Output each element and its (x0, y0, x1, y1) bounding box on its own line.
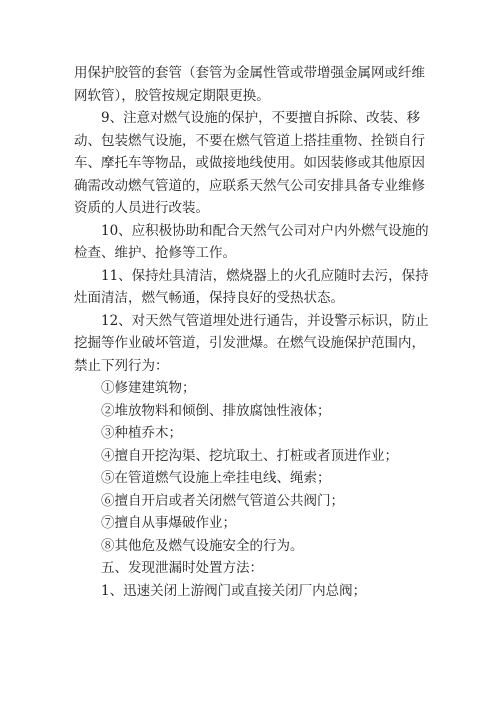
prohibited-item-6: ⑥擅自开启或者关闭燃气管道公共阀门； (101, 492, 344, 509)
paragraph-item-11: 11、保持灶具清洁，燃烧器上的火孔应随时去污，保持灶面清洁，燃气畅通，保持良好的受热状态。 (74, 267, 429, 306)
prohibited-item-3: ③种植乔木； (101, 425, 182, 441)
document-body (74, 62, 434, 602)
prohibited-item-8: ⑧其他危及燃气设施安全的行为。 (101, 537, 304, 554)
paragraph-item-9: 9、注意对燃气设施的保护，不要擅自拆除、改装、移动、包装燃气设施，不要在燃气管道上搭挂重物、拴锁自行车、摩托车等物品，或做接地线使用。如因装修或其他原因确需改动燃气管道的，应联系天然气公司安排具备专业维修资质的人员进行改装。 (74, 110, 425, 216)
leak-step-1: 1、迅速关闭上游阀门或直接关闭厂内总阀； (101, 582, 367, 599)
prohibited-item-7: ⑦擅自从事爆破作业； (101, 515, 236, 531)
paragraph-item-12: 12、对天然气管道埋处进行通告，并设警示标识，防止挖掘等作业破坏管道，引发泄爆。在燃气设施保护范围内，禁止下列行为： (74, 312, 429, 374)
paragraph-item-10: 10、应积极协助和配合天然气公司对户内外燃气设施的检查、维护、抢修等工作。 (74, 222, 429, 261)
prohibited-item-5: ⑤在管道燃气设施上牵挂电线、绳索； (101, 470, 331, 486)
prohibited-item-4: ④擅自开挖沟渠、挖坑取土、打桩或者顶进作业； (101, 447, 398, 464)
prohibited-item-2: ②堆放物料和倾倒、排放腐蚀性液体； (101, 402, 331, 419)
section-heading-leak-handling: 五、发现泄漏时处置方法： (101, 560, 263, 576)
paragraph-hose-sleeve: 用保护胶管的套管（套管为金属性管或带增强金属网或纤维网软管），胶管按规定期限更换。 (74, 65, 425, 104)
prohibited-item-1: ①修建建筑物； (101, 380, 196, 396)
